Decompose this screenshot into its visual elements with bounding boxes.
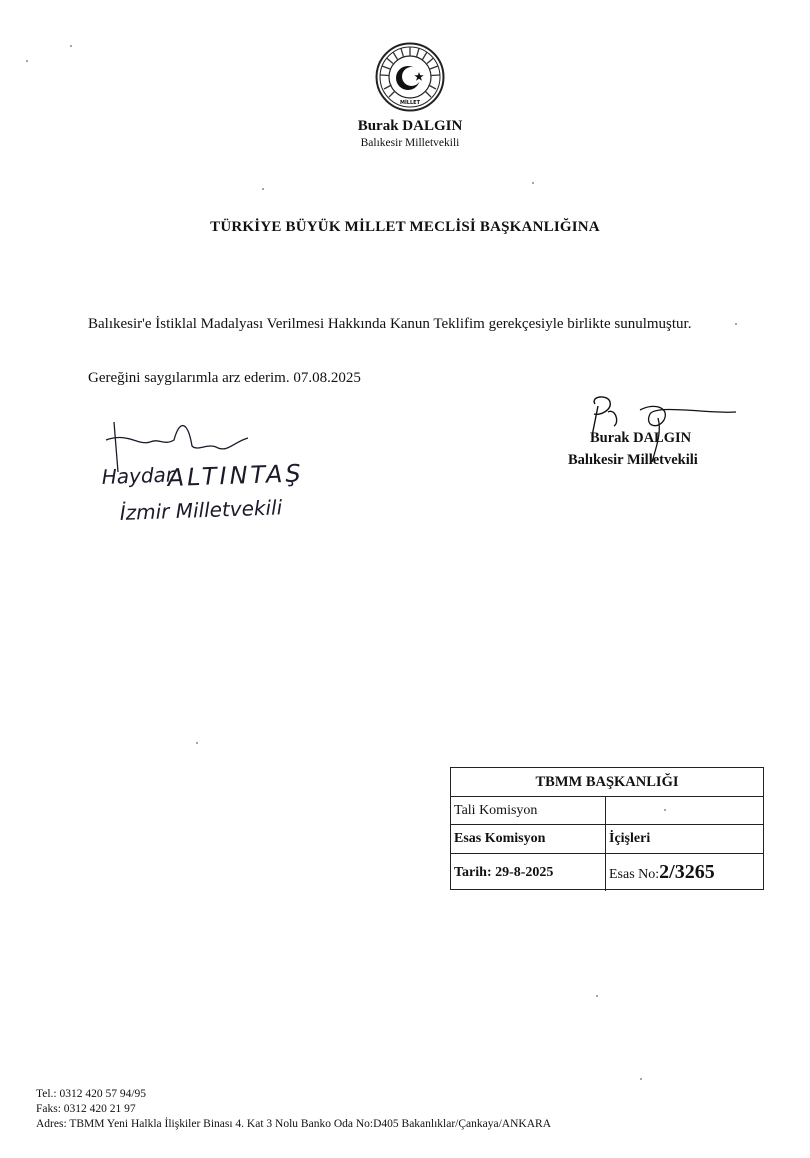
tali-label: Tali Komisyon <box>451 797 606 824</box>
tbmm-seal-icon <box>375 42 445 112</box>
svg-text:ALTINTAŞ: ALTINTAŞ <box>167 459 305 492</box>
svg-text:İzmir Milletvekili: İzmir Milletvekili <box>119 495 283 525</box>
esas-no-label: Esas No: <box>609 867 660 882</box>
body-paragraph-1: Balıkesir'e İstiklal Madalyası Verilmesi Hakkında Kanun Teklifim gerekçesiyle birlikte sunulmuştur. <box>88 316 692 332</box>
footer-tel: Tel.: 0312 420 57 94/95 <box>36 1088 147 1100</box>
footer-contact <box>36 1087 551 1132</box>
addressee: TÜRKİYE BÜYÜK MİLLET MECLİSİ BAŞKANLIĞINA <box>210 219 600 235</box>
body-paragraph-2: Gereğini saygılarımla arz ederim. 07.08.2025 <box>88 370 361 386</box>
scan-speck <box>26 60 28 62</box>
scan-speck <box>640 1078 642 1080</box>
signatory-title: Balıkesir Milletvekili <box>568 452 698 468</box>
handwritten-signature <box>98 412 318 542</box>
scan-speck <box>664 809 666 811</box>
header-name: Burak DALGIN <box>357 118 463 134</box>
esas-label: Esas Komisyon <box>451 825 606 853</box>
tarih-label: Tarih: 29-8-2025 <box>451 854 606 891</box>
footer-faks: Faks: 0312 420 21 97 <box>36 1103 136 1115</box>
signatory-name: Burak DALGIN <box>590 430 692 446</box>
scan-speck <box>596 995 598 997</box>
esas-value: İçişleri <box>609 831 651 846</box>
scan-speck <box>735 323 737 325</box>
tali-value <box>606 797 763 824</box>
svg-text:Haydar: Haydar <box>101 462 175 489</box>
scan-speck <box>70 45 72 47</box>
header-title: Balıkesir Milletvekili <box>360 137 460 149</box>
stamp-row-esas <box>451 825 763 854</box>
svg-text:MİLLET: MİLLET <box>399 100 421 106</box>
stamp-row-tali <box>451 797 763 825</box>
stamp-header: TBMM BAŞKANLIĞI <box>451 768 763 797</box>
footer-adres: Adres: TBMM Yeni Halkla İlişkiler Binası 4. Kat 3 Nolu Banko Oda No:D405 Bakanlıklar/Çankaya/ANKARA <box>36 1118 551 1130</box>
scan-speck <box>196 742 198 744</box>
registry-stamp <box>450 767 764 890</box>
scan-speck <box>262 188 264 190</box>
esas-no <box>606 854 763 891</box>
scan-speck <box>532 182 534 184</box>
esas-no-value: 2/3265 <box>659 861 715 883</box>
stamp-row-tarih <box>451 854 763 891</box>
